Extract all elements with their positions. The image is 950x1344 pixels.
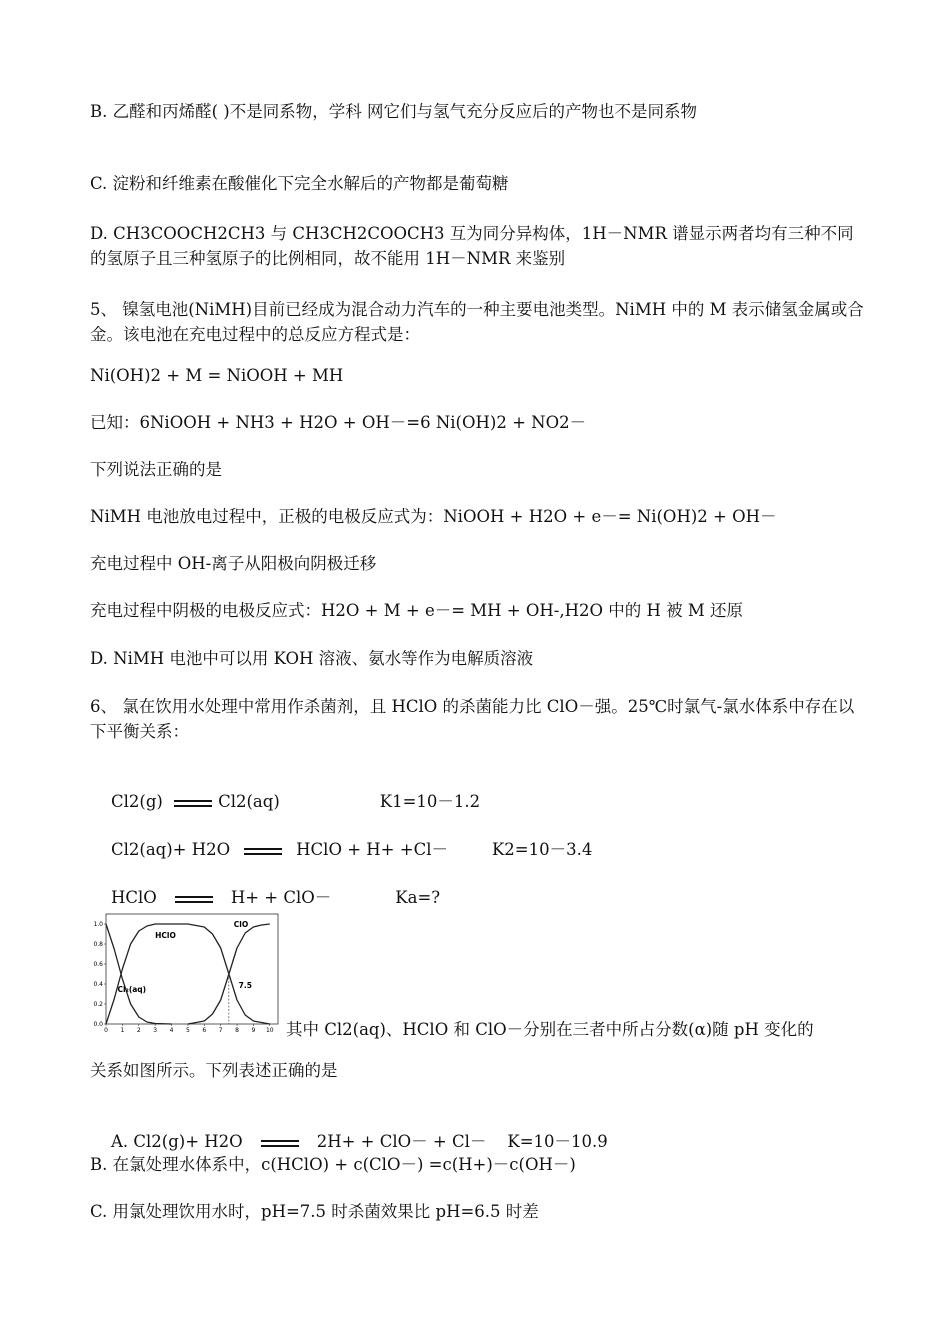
x-tick-label: 0 [104,1027,108,1034]
distribution-chart [88,908,284,1036]
x-tick-label: 2 [136,1027,141,1034]
eq3-k: Ka=? [395,888,441,907]
question-5-choice-d: D. NiMH 电池中可以用 KOH 溶液、氨水等作为电解质溶液 [90,649,534,668]
option-c-text: C. 淀粉和纤维素在酸催化下完全水解后的产物都是葡萄糖 [90,174,509,193]
option-b-text: B. 乙醛和丙烯醛( )不是同系物，学科 网它们与氢气充分反应后的产物也不是同系物 [90,102,697,121]
x-tick-label: 9 [251,1027,256,1034]
equilibrium-arrow-icon [174,797,212,809]
eq1-right: Cl2(aq) [218,792,280,811]
eq2-left: Cl2(aq)+ H2O [110,840,231,859]
question-5-known: 已知：6NiOOH + NH3 + H2O + OH－=6 Ni(OH)2 + NO2－ [90,413,587,432]
q6a-left: A. Cl2(g)+ H2O [110,1132,243,1151]
question-5-choice-a: NiMH 电池放电过程中，正极的电极反应式为：NiOOH + H2O + e－= Ni(OH)2 + OH－ [90,507,777,526]
figure-caption-line-2: 关系如图所示。下列表述正确的是 [90,1061,338,1080]
x-tick-label: 4 [169,1027,174,1034]
equilibrium-arrow-icon [261,1137,299,1149]
eq1-k: K1=10－1.2 [379,792,481,811]
question-6-choice-c: C. 用氯处理饮用水时，pH=7.5 时杀菌效果比 pH=6.5 时差 [90,1202,539,1221]
annotation-7-5: 7.5 [238,981,252,990]
y-tick-label: 0.6 [93,961,103,968]
option-d-text: D. CH3COOCH2CH3 与 CH3CH2COOCH3 互为同分异构体，1H－NMR 谱显示两者均有三种不同的氢原子且三种氢原子的比例相同，故不能用 1H－NMR 来鉴别 [90,224,854,268]
question-5-choice-c: 充电过程中阴极的电极反应式：H2O + M + e－= MH + OH-,H2O 中的 H 被 M 还原 [90,601,744,620]
y-tick-label: 1.0 [93,921,103,928]
x-tick-label: 8 [235,1027,239,1034]
eq2-right: HClO + H+ +Cl－ [296,840,448,859]
question-5-equation: Ni(OH)2 + M = NiOOH + MH [90,366,344,385]
series-label-clo: ClO [233,920,249,929]
series-label-hclo: HClO [155,931,176,940]
x-tick-label: 3 [153,1027,158,1034]
y-tick-label: 0.8 [93,941,103,948]
eq1-left: Cl2(g) [110,792,169,811]
eq3-right: H+ + ClO－ [230,888,332,907]
x-tick-label: 5 [185,1027,190,1034]
figure-caption-line-1: 其中 Cl2(aq)、HClO 和 ClO－分别在三者中所占分数(α)随 pH 变化的 [286,1020,814,1039]
question-5-stem: 5、 镍氢电池(NiMH)目前已经成为混合动力汽车的一种主要电池类型。NiMH 中的 M 表示储氢金属或合金。该电池在充电过程中的总反应方程式是： [90,300,864,344]
x-tick-label: 7 [218,1027,223,1034]
question-5-ask: 下列说法正确的是 [90,460,222,479]
series-line-hclo [106,924,270,1024]
y-tick-label: 0.0 [93,1021,103,1028]
y-tick-label: 0.4 [93,981,103,988]
x-tick-label: 10 [265,1027,274,1034]
x-tick-label: 1 [120,1027,125,1034]
x-tick-label: 6 [202,1027,207,1034]
equilibrium-arrow-icon [244,845,282,857]
series-label-cl2aq: Cl₂(aq) [117,985,147,994]
eq2-k: K2=10－3.4 [491,840,593,859]
question-6-choice-b: B. 在氯处理水体系中，c(HClO) + c(ClO－) =c(H+)－c(OH－) [90,1155,576,1174]
q6a-right: 2H+ + ClO－ + Cl－ K=10－10.9 [316,1132,608,1151]
plot-frame [106,914,278,1024]
equilibrium-arrow-icon [175,893,213,905]
question-5-choice-b: 充电过程中 OH-离子从阳极向阴极迁移 [90,554,377,573]
eq3-left: HClO [110,888,157,907]
y-tick-label: 0.2 [93,1001,103,1008]
question-6-stem: 6、 氯在饮用水处理中常用作杀菌剂，且 HClO 的杀菌能力比 ClO－强。25℃时氯气-氯水体系中存在以下平衡关系： [90,697,855,741]
